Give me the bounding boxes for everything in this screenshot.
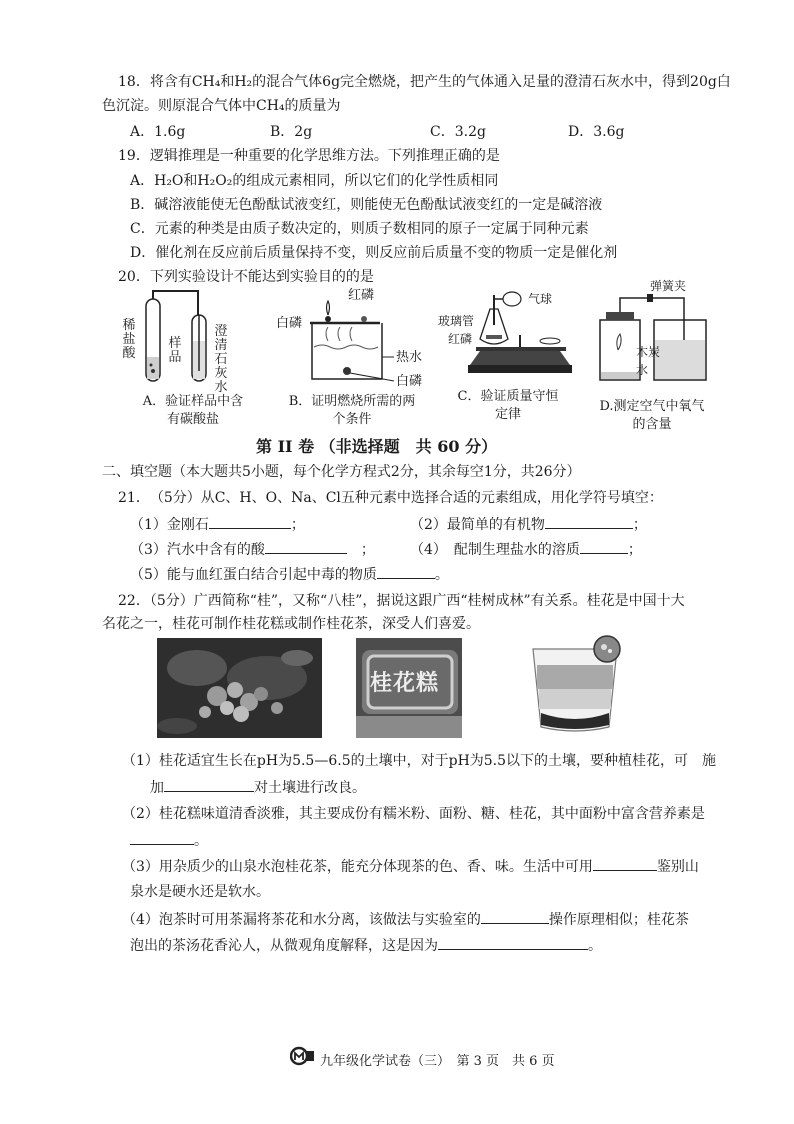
osmanthus-tea-photo	[527, 635, 627, 740]
q21-item3-text: （3）汽水中含有的酸	[130, 542, 265, 558]
q22-stem-line1: 22．（5分）广西简称“桂”，又称“八桂”，据说这跟广西“桂树成林”有关系。桂花是中国十大	[118, 593, 685, 609]
q22-p3-blank[interactable]	[593, 856, 657, 871]
figure-d	[592, 280, 712, 390]
q21-stem: 21． （5分）从C、H、O、Na、Cl五种元素中选择合适的元素组成，用化学符号填空：	[118, 490, 663, 506]
section-title: 第 II 卷 （非选择题 共 60 分）	[256, 437, 498, 456]
q20-stem: 20．下列实验设计不能达到实验目的的是	[118, 269, 374, 285]
q21-item1-text: （1）金刚石	[130, 517, 209, 533]
figure-b-label-red-phosphorus: 红磷	[348, 288, 375, 303]
q22-p2-blank[interactable]	[130, 830, 194, 845]
figure-b-caption-line1: B．证明燃烧所需的两	[288, 394, 416, 409]
q22-p4-line1-pre: （4）泡茶时可用茶漏将茶花和水分离，该做法与实验室的	[122, 912, 481, 928]
figure-a-label-limewater: 澄清石灰水	[214, 324, 228, 395]
q22-p4-line2-pre: 泡出的茶汤花香沁人，从微观角度解释，这是因为	[130, 938, 438, 954]
q22-p3-line1	[122, 856, 699, 877]
q21-item3-blank[interactable]	[265, 539, 347, 554]
figure-d-label-clamp: 弹簧夹	[650, 279, 687, 293]
figure-d-caption-line1: D.测定空气中氧气	[599, 399, 705, 414]
osmanthus-flower-photo	[157, 638, 322, 738]
q21-item4-blank[interactable]	[580, 539, 628, 554]
figure-d-label-water: 水	[636, 363, 649, 377]
q22-p3-line1-pre: （3）用杂质少的山泉水泡桂花茶，能充分体现茶的色、香、味。生活中可用	[122, 859, 593, 875]
figure-c-label-red-phosphorus: 红磷	[448, 332, 473, 346]
figure-c-label-balloon: 气球	[528, 292, 553, 306]
figure-b-caption	[282, 393, 422, 429]
q18-option-a: A．1.6g	[130, 124, 186, 140]
figure-c-label-glass-tube: 玻璃管	[438, 314, 475, 328]
publisher-logo-drawing	[290, 1046, 314, 1066]
part2-heading: 二、填空题（本大题共5小题，每个化学方程式2分，其余每空1分，共26分）	[102, 464, 581, 480]
q22-p1-line2-pre: 加	[150, 780, 164, 796]
q21-item1: （1）金刚石 ；	[130, 514, 305, 535]
figure-c-caption	[448, 388, 568, 424]
q21-item2: （2）最简单的有机物 ；	[410, 514, 647, 535]
figure-c-caption-line1: C．验证质量守恒	[457, 389, 559, 404]
q22-p2-line2	[130, 830, 208, 851]
q22-p1-line2	[150, 777, 366, 798]
page-footer: 九年级化学试卷（三） 第 3 页 共 6 页	[320, 1054, 555, 1069]
figure-b	[270, 285, 425, 395]
q22-p4-blank2[interactable]	[438, 935, 588, 950]
q21-item5: （5）能与血红蛋白结合引起中毒的物质 。	[130, 564, 449, 585]
figure-a-caption-line2: 有碳酸盐	[166, 412, 219, 427]
figure-c	[440, 285, 575, 385]
figure-b-label-hot-water: 热水	[396, 350, 423, 365]
figure-d-caption	[592, 398, 712, 434]
q21-item2-text: （2）最简单的有机物	[410, 517, 545, 533]
figure-a-label-acid: 稀盐酸	[122, 318, 136, 361]
figure-a-caption-line1: A．验证样品中含	[142, 394, 244, 409]
q22-p3-line1-post: 鉴别山	[656, 859, 699, 875]
osmanthus-cake-text: 桂花糕	[370, 670, 440, 696]
q21-item1-blank[interactable]	[209, 514, 291, 529]
q21-item5-blank[interactable]	[377, 564, 435, 579]
figure-b-caption-line2: 个条件	[332, 412, 372, 427]
osmanthus-cake-photo	[356, 638, 462, 738]
q22-p4-blank1[interactable]	[481, 909, 549, 924]
figure-d-caption-line2: 的含量	[632, 417, 672, 432]
q19-option-b: B．碱溶液能使无色酚酞试液变红，则能使无色酚酞试液变红的一定是碱溶液	[130, 197, 603, 213]
q21-item4-text: （4） 配制生理盐水的溶质	[410, 542, 580, 558]
q22-p2-line1: （2）桂花糕味道清香淡雅，其主要成份有糯米粉、面粉、糖、桂花，其中面粉中富含营养素是	[122, 806, 705, 822]
q22-stem-line2: 名花之一，桂花可制作桂花糕或制作桂花茶，深受人们喜爱。	[102, 616, 480, 632]
figure-d-drawing	[592, 280, 712, 390]
q19-option-d: D．催化剂在反应前后质量保持不变，则反应前后质量不变的物质一定是催化剂	[130, 245, 618, 261]
q22-p1-line1: （1）桂花适宜生长在pH为5.5—6.5的土壤中，对于pH为5.5以下的土壤，要种植桂花，可 施	[122, 753, 717, 769]
figure-a-caption	[118, 393, 268, 429]
q21-item4: （4） 配制生理盐水的溶质 ；	[410, 539, 642, 560]
publisher-logo-icon	[290, 1046, 314, 1066]
figure-a-label-sample: 样品	[168, 336, 182, 365]
figure-b-label-white-phosphorus-bottom: 白磷	[396, 374, 423, 389]
q22-p2-line2-post: 。	[194, 833, 208, 849]
q21-item2-blank[interactable]	[545, 514, 633, 529]
q22-p4-line2-post: 。	[588, 938, 602, 954]
figure-c-caption-line2: 定律	[494, 407, 521, 422]
q18-stem-line2: 色沉淀。则原混合气体中CH₄的质量为	[102, 98, 341, 114]
q21-item5-text: （5）能与血红蛋白结合引起中毒的物质	[130, 567, 377, 583]
figure-d-label-charcoal: 木炭	[636, 345, 661, 359]
q22-p1-blank[interactable]	[164, 777, 254, 792]
q18-option-b: B．2g	[270, 124, 313, 140]
q18-stem-line1: 18．将含有CH₄和H₂的混合气体6g完全燃烧，把产生的气体通入足量的澄清石灰水中，得到20g白	[118, 74, 731, 90]
q22-p3-line2: 泉水是硬水还是软水。	[130, 884, 270, 900]
figure-a	[118, 285, 248, 395]
osmanthus-tea-drawing	[527, 635, 627, 740]
q22-p1-line2-post: 对土壤进行改良。	[254, 780, 366, 796]
q21-item3: （3）汽水中含有的酸 ；	[130, 539, 375, 560]
q19-option-a: A．H₂O和H₂O₂的组成元素相同，所以它们的化学性质相同	[130, 173, 499, 189]
q22-p4-line2	[130, 935, 602, 956]
q18-option-c: C．3.2g	[430, 124, 486, 140]
q22-p4-line1	[122, 909, 689, 930]
figure-b-label-white-phosphorus-top: 白磷	[276, 316, 303, 331]
q19-option-c: C．元素的种类是由质子数决定的，则质子数相同的原子一定属于同种元素	[130, 221, 589, 237]
figure-a-drawing	[118, 285, 248, 395]
q18-option-d: D．3.6g	[568, 124, 625, 140]
q19-stem: 19．逻辑推理是一种重要的化学思维方法。下列推理正确的是	[118, 148, 500, 164]
q22-p4-line1-post: 操作原理相似；桂花茶	[548, 912, 689, 928]
osmanthus-flower-drawing	[157, 638, 322, 738]
